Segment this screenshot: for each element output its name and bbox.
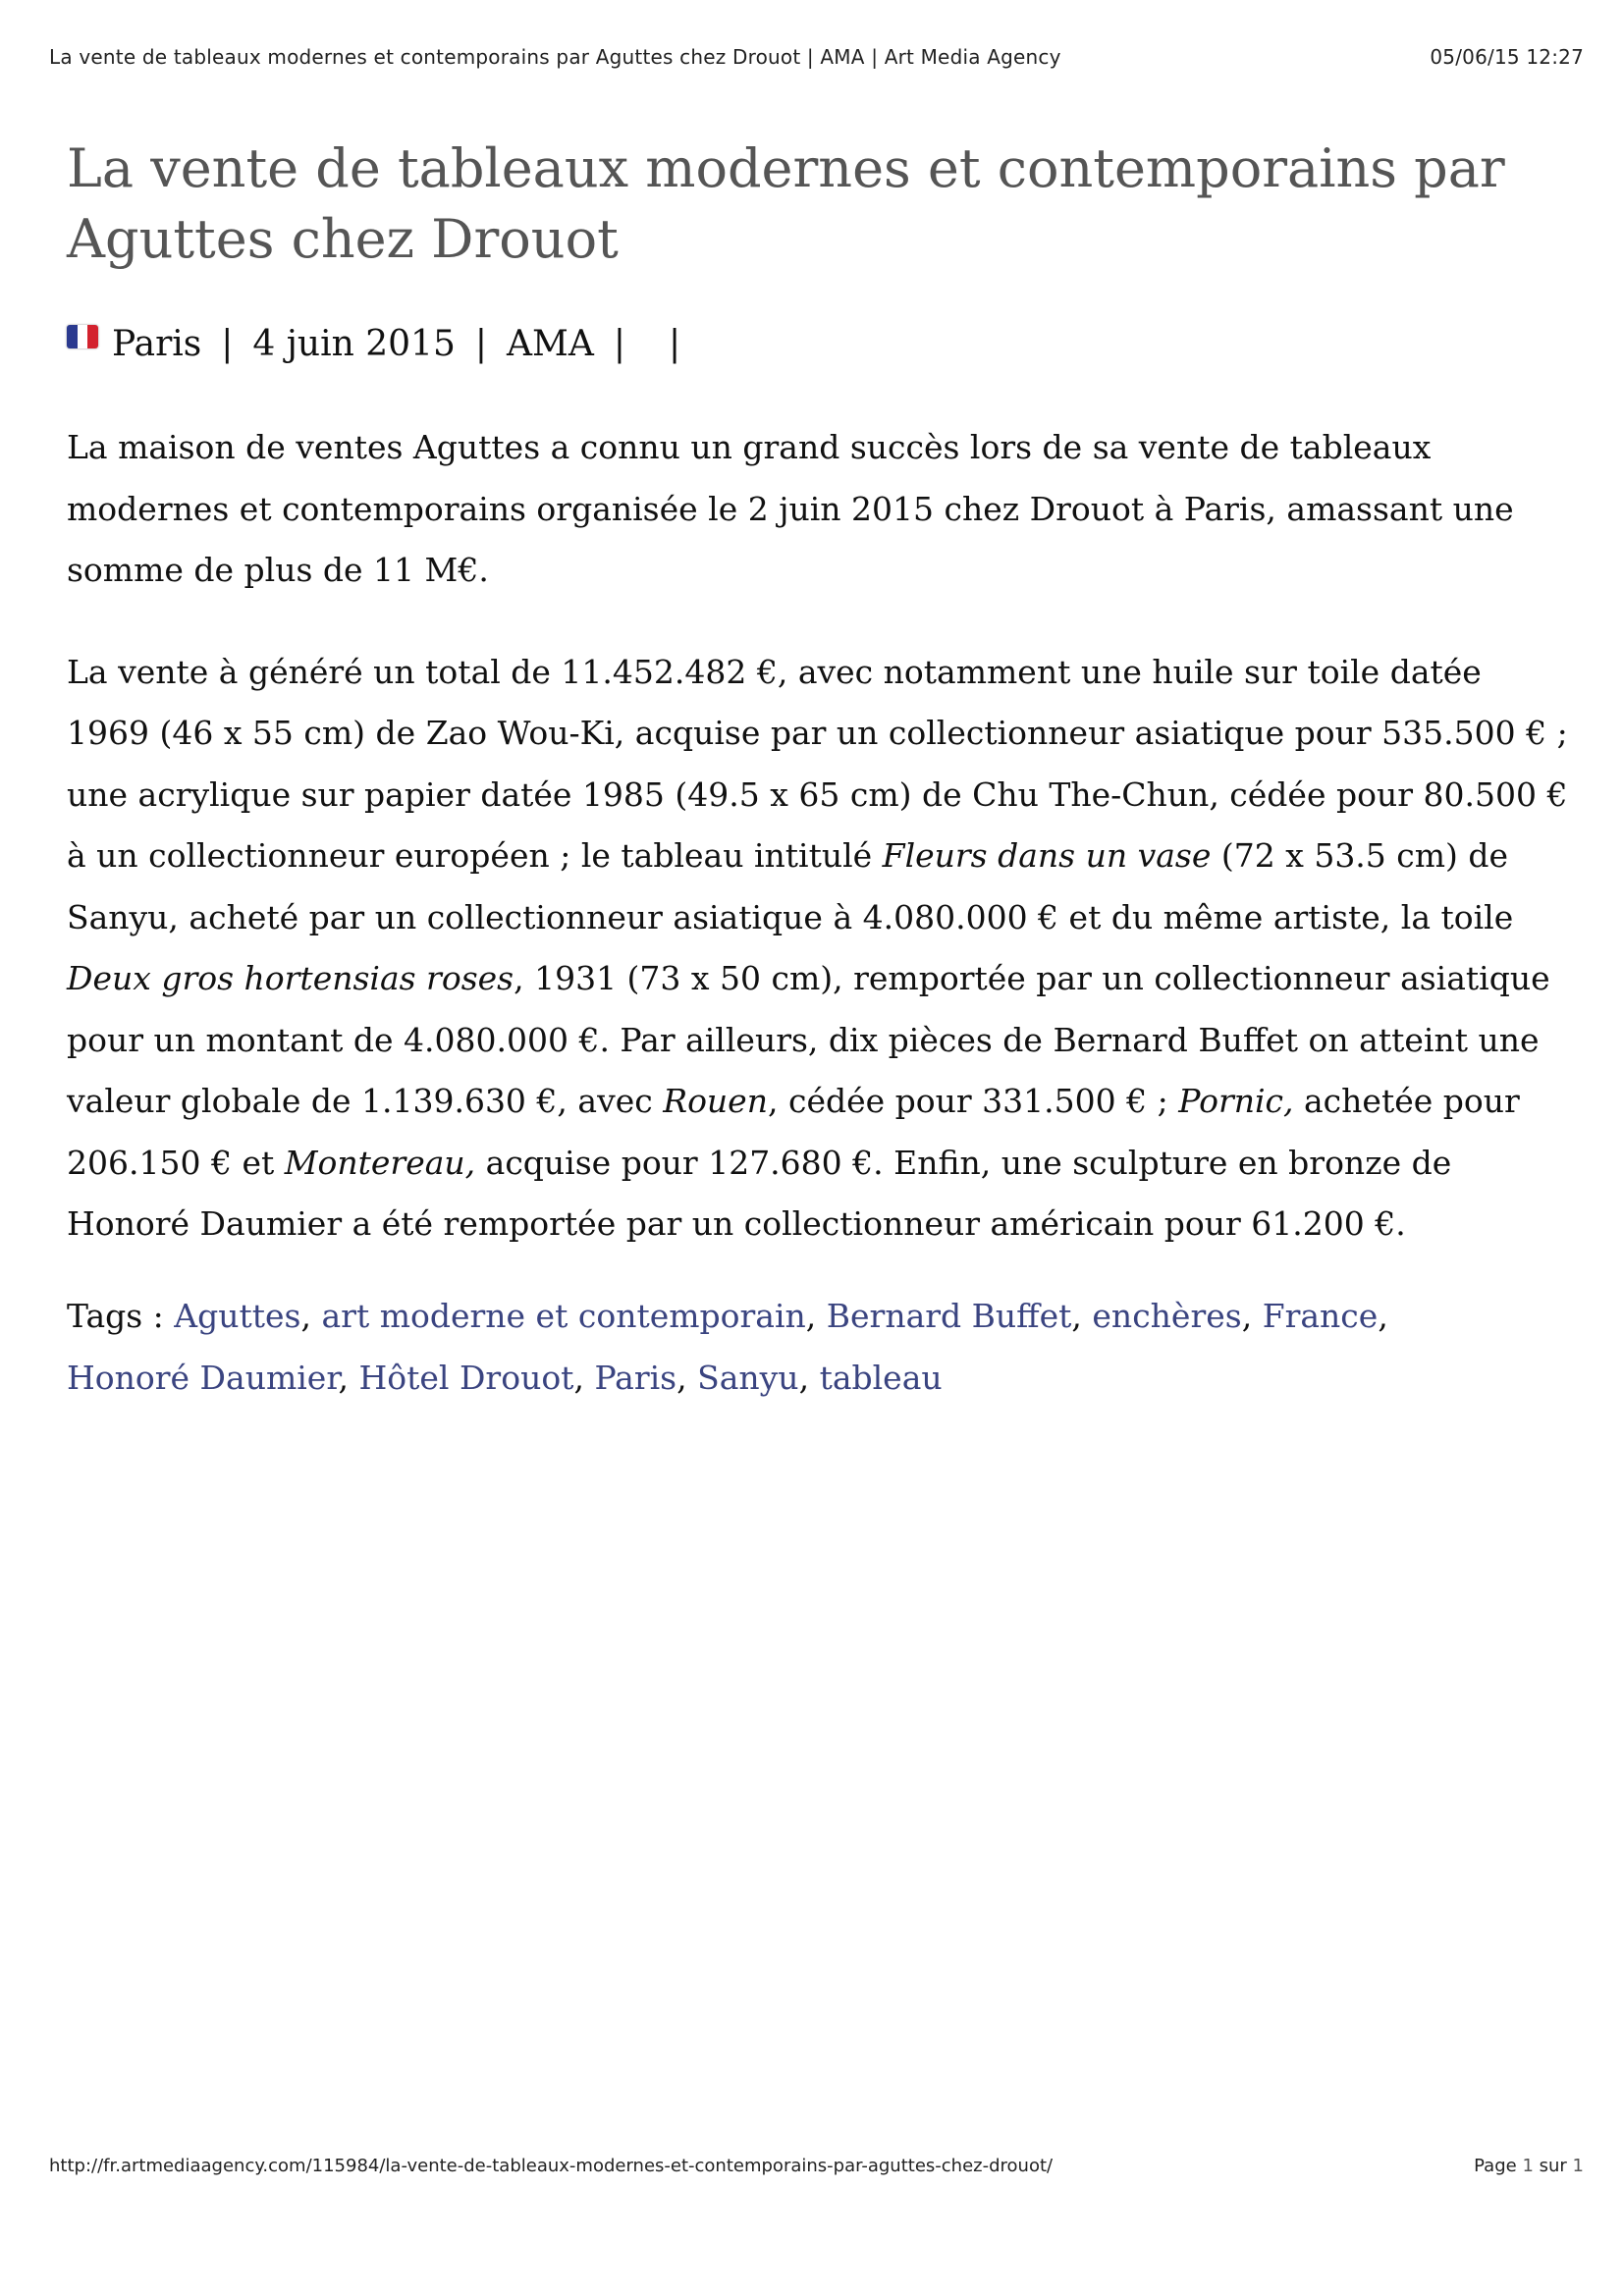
- text-segment: , cédée pour 331.500 € ;: [767, 1082, 1179, 1120]
- print-footer-pagination: [1474, 2156, 1584, 2176]
- page-current: 1: [1522, 2156, 1534, 2176]
- tag-link[interactable]: enchères: [1092, 1296, 1242, 1335]
- print-footer-url: http://fr.artmediaagency.com/115984/la-vente-de-tableaux-modernes-et-contemporains-par-aguttes-chez-drouot/: [49, 2156, 1054, 2176]
- article-title: La vente de tableaux modernes et contemporains par Aguttes chez Drouot: [67, 137, 1505, 270]
- tag-separator: ,: [676, 1358, 687, 1397]
- artwork-title: Deux gros hortensias roses: [67, 959, 514, 997]
- article-body: [67, 417, 1569, 1409]
- tag-link[interactable]: Paris: [594, 1358, 677, 1397]
- tag-separator: ,: [1071, 1296, 1082, 1335]
- meta-separator: |: [669, 324, 681, 364]
- tags-list: [67, 1285, 1569, 1409]
- tag-link[interactable]: Hôtel Drouot: [358, 1358, 574, 1397]
- article-meta: [67, 324, 700, 364]
- tag-separator: ,: [1378, 1296, 1388, 1335]
- artwork-title: Montereau,: [284, 1143, 476, 1182]
- meta-date: 4 juin 2015: [252, 324, 456, 364]
- tags-label: Tags :: [67, 1296, 164, 1335]
- tag-link[interactable]: art moderne et contemporain: [321, 1296, 806, 1335]
- tag-link[interactable]: Sanyu: [697, 1358, 799, 1397]
- meta-author: AMA: [507, 324, 594, 364]
- tag-link[interactable]: Bernard Buffet: [826, 1296, 1072, 1335]
- tag-separator: ,: [805, 1296, 817, 1335]
- tag-separator: ,: [300, 1296, 311, 1335]
- text-segment: , 1931 (73 x 50 cm), remportée par un collectionneur asiatique pour un montant de 4.080.000 €. Par ailleurs, dix pièces de Bernard Buffet on atteint une valeur globale de 1.139.630 €, avec: [67, 959, 1550, 1120]
- meta-separator: |: [221, 324, 234, 364]
- tag-link[interactable]: France: [1262, 1296, 1379, 1335]
- flag-stripe-blue: [67, 325, 78, 348]
- tag-separator: ,: [338, 1358, 349, 1397]
- page-total: 1: [1572, 2156, 1584, 2176]
- text-segment: La vente à généré un total de 11.452.482 €, avec notamment une huile sur toile datée 1969 (46 x 55 cm) de Zao Wou-Ki, acquise par un collectionneur asiatique pour 535.500 € ; une acrylique sur papier datée 1985 (49.5 x 65 cm) de Chu The-Chun, cédée pour 80.500 € à un collectionneur européen ; le tableau intitulé: [67, 652, 1568, 875]
- print-header-page-title: La vente de tableaux modernes et contemporains par Aguttes chez Drouot | AMA | Art Media Agency: [49, 45, 1061, 69]
- meta-separator: |: [613, 324, 626, 364]
- paragraph-intro: La maison de ventes Aguttes a connu un grand succès lors de sa vente de tableaux modernes et contemporains organisée le 2 juin 2015 chez Drouot à Paris, amassant une somme de plus de 11 M€.: [67, 428, 1514, 589]
- france-flag-icon: [67, 325, 98, 348]
- text-segment: (72 x 53.5 cm) de Sanyu, acheté par un collectionneur asiatique à 4.080.000 € et du même artiste, la toile: [67, 836, 1514, 936]
- of-word: sur: [1539, 2156, 1567, 2176]
- tag-link[interactable]: Honoré Daumier: [67, 1358, 339, 1397]
- artwork-title: Rouen: [663, 1082, 768, 1120]
- tag-separator: ,: [573, 1358, 584, 1397]
- tag-separator: ,: [798, 1358, 810, 1397]
- paragraph-details: [67, 642, 1569, 1255]
- text-segment: achetée pour 206.150 € et: [67, 1082, 1520, 1182]
- tag-separator: ,: [1241, 1296, 1253, 1335]
- tag-link[interactable]: Aguttes: [174, 1296, 301, 1335]
- print-header-datetime: 05/06/15 12:27: [1430, 45, 1584, 69]
- flag-stripe-white: [78, 325, 88, 348]
- meta-location: Paris: [112, 324, 202, 364]
- tag-link[interactable]: tableau: [819, 1358, 943, 1397]
- page-word: Page: [1474, 2156, 1517, 2176]
- flag-stripe-red: [87, 325, 98, 348]
- artwork-title: Pornic,: [1178, 1082, 1294, 1120]
- meta-separator: |: [474, 324, 488, 364]
- artwork-title: Fleurs dans un vase: [882, 836, 1212, 875]
- text-segment: acquise pour 127.680 €. Enfin, une sculpture en bronze de Honoré Daumier a été remportée par un collectionneur américain pour 61.200 €.: [67, 1143, 1452, 1243]
